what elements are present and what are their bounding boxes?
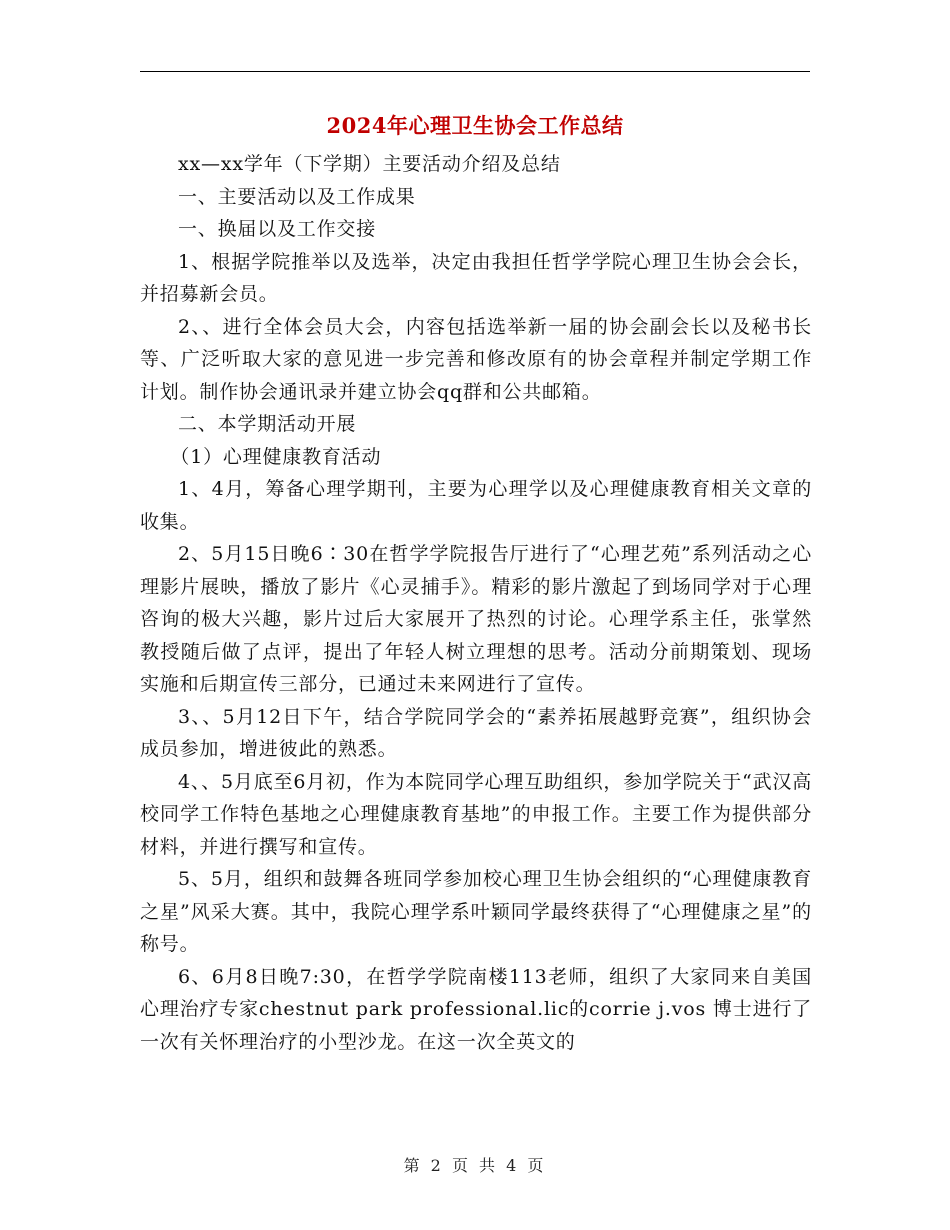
paragraph-1: xx—xx学年（下学期）主要活动介绍及总结	[178, 153, 561, 175]
paragraph-12: 5、5月，组织和鼓舞各班同学参加校心理卫生协会组织的“心理健康教育之星”风采大赛。其中，我院心理学系叶颖同学最终获得了“心理健康之星”的称号。	[140, 868, 812, 955]
paragraph-8: 1、4月，筹备心理学期刊，主要为心理学以及心理健康教育相关文章的收集。	[140, 478, 812, 533]
header-rule	[140, 71, 810, 72]
paragraph-9: 2、5月15日晚6∶30在哲学学院报告厅进行了“心理艺苑”系列活动之心理影片展映，播放了影片《心灵捕手》。精彩的影片激起了到场同学对于心理咨询的极大兴趣，影片过后大家展开了热烈的讨论。心理学系主任，张掌然教授随后做了点评，提出了年轻人树立理想的思考。活动分前期策划、现场实施和后期宣传三部分，已通过未来网进行了宣传。	[140, 543, 812, 695]
paragraph-5: 2、、进行全体会员大会，内容包括选举新一届的协会副会长以及秘书长等、广泛听取大家的意见进一步完善和修改原有的协会章程并制定学期工作计划。制作协会通讯录并建立协会qq群和公共邮箱。	[140, 315, 812, 403]
paragraph-4: 1、根据学院推举以及选举，决定由我担任哲学学院心理卫生协会会长，并招募新会员。	[140, 250, 812, 305]
document-body	[140, 148, 812, 1058]
paragraph-10: 3、、5月12日下午，结合学院同学会的“素养拓展越野竞赛”，组织协会成员参加，增进彼此的熟悉。	[140, 705, 812, 760]
page-number: 第 2 页 共 4 页	[403, 1156, 547, 1175]
paragraph-2: 一、主要活动以及工作成果	[178, 185, 416, 208]
paragraph-11: 4、、5月底至6月初，作为本院同学心理互助组织，参加学院关于“武汉高校同学工作特色基地之心理健康教育基地”的申报工作。主要工作为提供部分材料，并进行撰写和宣传。	[140, 770, 812, 858]
paragraph-13: 6、6月8日晚7:30，在哲学学院南楼113老师，组织了大家同来自美国心理治疗专家chestnut park professional.lic的corrie j.vos 博士进行了一次有关怀理治疗的小型沙龙。在这一次全英文的	[140, 965, 812, 1053]
paragraph-6: 二、本学期活动开展	[178, 413, 357, 435]
paragraph-3: 一、换届以及工作交接	[178, 218, 377, 240]
paragraph-7: （1）心理健康教育活动	[170, 445, 382, 468]
document-title: 2024年心理卫生协会工作总结	[326, 113, 624, 138]
